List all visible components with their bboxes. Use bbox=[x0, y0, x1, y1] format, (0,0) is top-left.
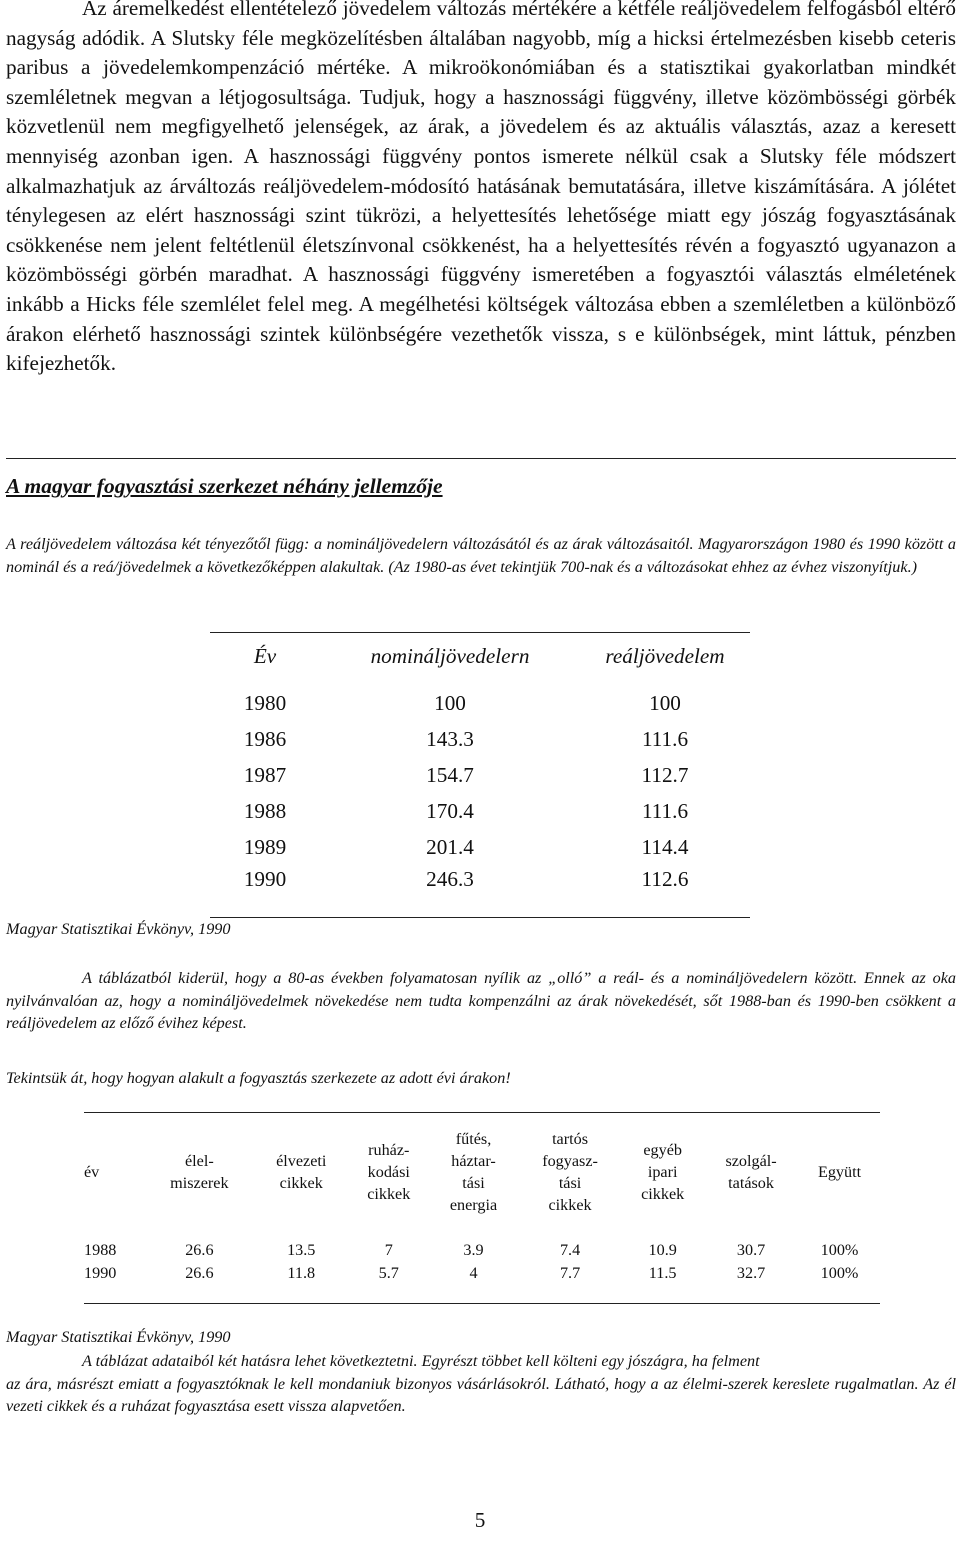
intro-paragraph: Az áremelkedést ellentételező jövedelem változás mértékére a kétféle reáljövedelem felfogásból eltérő nagyság adódik. A Slutsky féle megközelítésben általában nagyobb, míg a hicksi értelmezésben kisebb ceteris paribus a jövedelemkompenzáció mértéke. A mikroökonómiában és a statisztikai gyakorlatban mindkét szemléletnek megvan a létjogosultsága. Tudjuk, hogy a hasznossági függvény, illetve közömbösségi görbék közvetlenül nem megfigyelhető jelenségek, az árak, a jövedelem és az aktuális választás, azaz a keresett mennyiség azonban igen. A hasznossági függvény pontos ismerete nélkül csak a Slutsky féle módszert alkalmazhatjuk az árváltozás reáljövedelem-módosító hatásának bemutatására, illetve kiszámítására. A jólétet ténylegesen az elért hasznossági szint tükrözi, a helyettesítés lehetősége miatt egy jószág fogyasztásának csökkenése nem jelent feltétlenül életszínvonal csökkenést, ha a helyettesítés révén a fogyasztó ugyanazon a közömbösségi görbén maradhat. A hasznossági függvény ismeretében a fogyasztói választás elméletének inkább a Hicks féle szemlélet felel meg. A megélhetési költségek változása ebben a szemléletben a különböző árakon elérhető hasznossági szintek különbségére vezethetők vissza, s e különbségek, mint láttuk, pénzben kifejezhetők. bbox=[6, 0, 956, 376]
cell-real: 112.6 bbox=[580, 865, 750, 918]
cell-value: 7.7 bbox=[559, 1264, 581, 1282]
income-table bbox=[210, 632, 750, 918]
cell-year: 1990 bbox=[210, 865, 320, 918]
scissors-paragraph: A táblázatból kiderül, hogy a 80-as években folyamatosan nyílik az „olló” a reál- és a nomináljövedelern között. Ennek az oka nyilvánvalóan az, hogy a nomináljövedelmek növekedése nem tudta kompenzálni az árak növekedését, sőt 1988-ban és 1990-ben csökkent a reáljövedelem az előző évihez képest. bbox=[6, 969, 956, 1033]
cell-value: 7 bbox=[384, 1241, 393, 1259]
header-line: miszerek bbox=[170, 1174, 229, 1192]
cell-value: 32.7 bbox=[736, 1264, 766, 1282]
column-header bbox=[703, 1113, 799, 1232]
table-row bbox=[210, 829, 750, 865]
table-row bbox=[210, 721, 750, 757]
header-line: fűtés, bbox=[455, 1130, 492, 1148]
cell-value: 13.5 bbox=[287, 1241, 316, 1259]
header-line: tási bbox=[558, 1174, 582, 1192]
structure-paragraph: Tekintsük át, hogy hogyan alakult a fogyasztás szerkezete az adott évi árakon! bbox=[6, 1069, 511, 1087]
column-header bbox=[622, 1113, 703, 1232]
header-line: ruház- bbox=[368, 1141, 410, 1159]
cell-real: 111.6 bbox=[641, 798, 689, 823]
table-cell bbox=[799, 1231, 880, 1304]
header-line: cikkek bbox=[641, 1185, 685, 1203]
table-row bbox=[210, 679, 750, 721]
conclusion-line: A táblázat adataiból két hatásra lehet következtetni. Egyrészt többet kell költeni egy jószágra, ha felment bbox=[82, 1352, 760, 1370]
cell-value: 11.5 bbox=[648, 1264, 677, 1282]
income-paragraph: A reáljövedelem változása két tényezőtől függ: a nomináljövedelern változásától és az árak változásaitól. Magyarországon 1980 és 1990 között a nominál és a reá/jövedelmek a következőképpen alakultak. (Az 1980-as évet tekintjük 700-nak és a változásokat ehhez az évhez viszonyítjuk.) bbox=[6, 535, 956, 576]
consumption-table-header bbox=[84, 1113, 880, 1232]
header-line: kodási bbox=[367, 1163, 410, 1181]
cell-value: 26.6 bbox=[185, 1241, 214, 1259]
header-line: év bbox=[84, 1163, 100, 1181]
conclusion-paragraph bbox=[6, 1350, 956, 1418]
cell-year: 1987 bbox=[243, 762, 287, 787]
column-header bbox=[254, 1113, 348, 1232]
header-line: fogyasz- bbox=[542, 1152, 598, 1170]
cell-nominal: 246.3 bbox=[320, 865, 580, 918]
cell-value: 7.4 bbox=[559, 1241, 581, 1259]
table-row bbox=[210, 757, 750, 793]
income-table-header bbox=[210, 633, 750, 680]
column-header bbox=[799, 1113, 880, 1232]
column-header bbox=[518, 1113, 622, 1232]
consumption-table bbox=[84, 1112, 880, 1304]
cell-real: 111.6 bbox=[641, 726, 689, 751]
cell-year: 1989 bbox=[243, 834, 287, 859]
cell-year: 1980 bbox=[243, 690, 287, 715]
table-cell bbox=[703, 1231, 799, 1304]
header-line: háztar- bbox=[451, 1152, 496, 1170]
column-header bbox=[84, 1113, 145, 1232]
cell-nominal: 154.7 bbox=[426, 762, 474, 787]
cell-nominal: 170.4 bbox=[426, 798, 474, 823]
cell-value: 100% bbox=[820, 1264, 859, 1282]
cell-value: 100% bbox=[820, 1241, 859, 1259]
table-cell bbox=[254, 1231, 348, 1304]
header-line: Együtt bbox=[817, 1163, 862, 1181]
cell-year: 1986 bbox=[243, 726, 287, 751]
cell-value: 30.7 bbox=[736, 1241, 766, 1259]
cell-value: 10.9 bbox=[648, 1241, 677, 1259]
table-cell bbox=[84, 1231, 145, 1304]
table-row bbox=[210, 793, 750, 829]
table-cell bbox=[348, 1231, 429, 1304]
header-line: tási bbox=[462, 1174, 485, 1192]
header-line: élvezeti bbox=[276, 1152, 327, 1170]
cell-real: 112.7 bbox=[641, 762, 689, 787]
cell-real: 100 bbox=[649, 690, 681, 715]
cell-nominal: 201.4 bbox=[426, 834, 474, 859]
conclusion-rest: az ára, másrészt emiatt a fogyasztóknak le kell mondaniuk bizonyos vásárlásokról. Látható, hogy a az élelmi-szerek kereslete rugalmatlan. Az él vezeti cikkek és a ruházat fogyasztása esett vissza alapvetően. bbox=[6, 1374, 956, 1416]
column-header bbox=[429, 1113, 518, 1232]
header-line: tatások bbox=[728, 1174, 774, 1192]
cell-nominal: 143.3 bbox=[426, 726, 474, 751]
table-row bbox=[210, 865, 750, 918]
cell-value: 1988 bbox=[84, 1241, 117, 1259]
cell-nominal: 100 bbox=[434, 690, 466, 715]
cell-value: 5.7 bbox=[378, 1264, 399, 1282]
header-real-income: reáljövedelem bbox=[580, 633, 750, 680]
table-source: Magyar Statisztikai Évkönyv, 1990 bbox=[6, 1328, 231, 1346]
header-line: egyéb bbox=[643, 1141, 682, 1159]
header-line: élel- bbox=[184, 1152, 214, 1170]
cell-value: 26.6 bbox=[185, 1264, 214, 1282]
intro-section bbox=[6, 0, 956, 379]
cell-year: 1988 bbox=[243, 798, 287, 823]
header-line: tartós bbox=[552, 1130, 589, 1148]
table-cell bbox=[429, 1231, 518, 1304]
header-nominal-income: nomináljövedelern bbox=[320, 633, 580, 680]
page-number: 5 bbox=[474, 1508, 486, 1532]
header-line: ipari bbox=[647, 1163, 678, 1181]
section-divider bbox=[6, 458, 956, 459]
table-cell bbox=[518, 1231, 622, 1304]
column-header bbox=[145, 1113, 254, 1232]
header-line: energia bbox=[449, 1196, 498, 1214]
section-title: A magyar fogyasztási szerkezet néhány jellemzője bbox=[6, 474, 443, 498]
table-cell bbox=[145, 1231, 254, 1304]
cell-real: 114.4 bbox=[641, 834, 689, 859]
cell-value: 11.8 bbox=[287, 1264, 316, 1282]
column-header bbox=[348, 1113, 429, 1232]
table-row bbox=[84, 1231, 880, 1304]
header-line: cikkek bbox=[279, 1174, 323, 1192]
cell-value: 4 bbox=[469, 1264, 478, 1282]
header-line: szolgál- bbox=[725, 1152, 777, 1170]
header-line: cikkek bbox=[367, 1185, 411, 1203]
cell-value: 3.9 bbox=[463, 1241, 484, 1259]
header-line: cikkek bbox=[548, 1196, 592, 1214]
header-year: Év bbox=[210, 633, 320, 680]
table-cell bbox=[622, 1231, 703, 1304]
cell-value: 1990 bbox=[84, 1264, 117, 1282]
table-source: Magyar Statisztikai Évkönyv, 1990 bbox=[6, 920, 231, 938]
